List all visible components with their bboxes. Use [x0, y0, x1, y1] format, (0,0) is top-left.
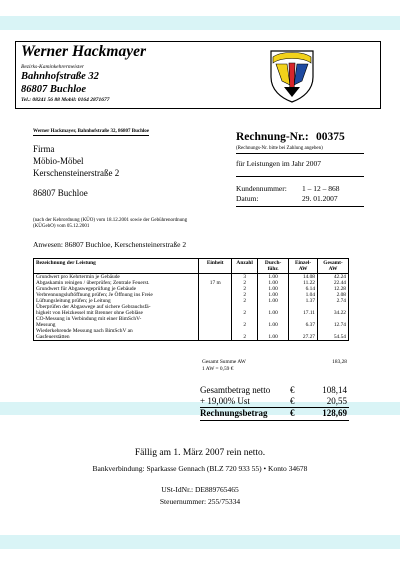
line-items-table — [33, 258, 349, 341]
cell-desc: Grundwert für Abgaswegeprüfung je Gebäude — [34, 286, 199, 292]
cell-single: 14.08 — [289, 274, 318, 281]
cell-desc: Verbrennungsluftöffnung prüfen; Je Öffnung ins Freie — [34, 292, 199, 298]
bottom-band — [0, 535, 400, 549]
vat-value: 20,55 — [326, 396, 347, 406]
invoice-date-label: Datum: — [236, 194, 259, 203]
gross-currency: € — [290, 408, 295, 418]
col-header-count: Anzahl — [232, 259, 258, 274]
cell-count: 2 — [232, 280, 258, 286]
cell-single: 11.22 — [289, 280, 318, 286]
cell-runs: 1.00 — [258, 292, 289, 298]
table-row — [34, 334, 349, 341]
cell-desc: Messung — [34, 322, 199, 328]
col-header-unit: Einheit — [199, 259, 232, 274]
cell-runs: 1.00 — [258, 274, 289, 281]
invoice-title: Rechnung-Nr.: — [236, 131, 309, 143]
cell-desc: Grundwert pro Kehrtermin je Gebäude — [34, 274, 199, 281]
vat-currency: € — [290, 396, 295, 406]
customer-number-value: 1 – 12 – 868 — [302, 184, 340, 193]
cell-desc: Überprüfen der Abgaswege auf sichere Gebrauchsfä- — [34, 304, 199, 310]
cell-runs: 1.00 — [258, 310, 289, 316]
cell-count: 2 — [232, 322, 258, 328]
tax-number: Steuernummer: 255/75334 — [159, 497, 241, 506]
gross-label: Rechnungsbetrag — [200, 408, 268, 418]
cell-count: 3 — [232, 274, 258, 281]
invoice-divider-1 — [236, 153, 364, 154]
invoice-date-value: 29. 01.2007 — [302, 194, 338, 203]
cell-count: 2 — [232, 310, 258, 316]
cell-runs: 1.00 — [258, 280, 289, 286]
legal-note-1: (nach der Kehrordnung (KÜO) vom 18.12.2001 sowie der Gebührenordnung — [33, 218, 188, 223]
company-contact: Tel.: 08241 56 88 Mobil: 0164 2871677 — [21, 97, 110, 103]
gross-divider — [200, 420, 349, 421]
cell-unit: 17 m — [199, 280, 232, 286]
cell-total: 34.22 — [318, 310, 349, 316]
aw-summary — [200, 359, 349, 373]
property-line: Anwesen: 86807 Buchloe, Kerschensteinerstraße 2 — [33, 240, 187, 249]
cell-total: 12.28 — [318, 286, 349, 292]
company-subtitle: Bezirks-Kaminkehrermeister — [21, 64, 85, 70]
net-label: Gesamtbetrag netto — [200, 385, 271, 395]
invoice-divider-3 — [236, 206, 364, 207]
cell-single: 6.37 — [289, 322, 318, 328]
col-header-runs: Durch-führ. — [258, 259, 289, 274]
cell-total: 22.44 — [318, 280, 349, 286]
sum-label: Gesamt Summe AW — [202, 359, 246, 365]
cell-desc: Abgaskamin reinigen / überprüfen; Zentrale Feuerst. — [34, 280, 199, 286]
cell-runs: 1.00 — [258, 322, 289, 328]
recipient-line-4: 86807 Buchloe — [33, 188, 88, 198]
col-header-description: Bezeichnung der Leistung — [34, 259, 199, 274]
cell-total: 54.54 — [318, 334, 349, 341]
cell-desc: CO-Messung in Verbindung mit einer BimSchV- — [34, 316, 199, 322]
cell-count: 2 — [232, 334, 258, 341]
due-note: Fällig am 1. März 2007 rein netto. — [134, 448, 266, 458]
customer-number-label: Kundennummer: — [236, 184, 287, 193]
col-header-single-aw: Einzel-AW — [289, 259, 318, 274]
chimney-sweep-guild-logo — [267, 47, 317, 103]
invoice-divider-2 — [236, 176, 364, 177]
cell-desc: Lüftungsleitung prüfen; je Leitung — [34, 298, 199, 304]
cell-runs: 1.00 — [258, 298, 289, 304]
recipient-line-2: Möbio-Möbel — [33, 156, 84, 166]
table-header-row — [34, 259, 349, 274]
invoice-number-hint: (Rechnungs-Nr. bitte bei Zahlung angeben) — [236, 146, 323, 151]
sender-return-line: Werner Hackmayer, Bahnhofstraße 32, 86807 Buchloe — [33, 129, 149, 134]
net-currency: € — [290, 385, 295, 395]
legal-note-2: (KÜGebO) vom 05.12.2001 — [33, 224, 90, 229]
cell-single: 27.27 — [289, 334, 318, 341]
aw-rate: 1 AW = 0,59 € — [202, 366, 234, 372]
cell-total: 2.74 — [318, 298, 349, 304]
sum-value: 183,28 — [332, 359, 347, 365]
cell-desc: Wiederkehrende Messung nach BimSchV an — [34, 328, 199, 334]
cell-runs: 1.00 — [258, 286, 289, 292]
bank-details: Bankverbindung: Sparkasse Gennach (BLZ 720 933 55) • Konto 34678 — [92, 464, 308, 473]
invoice-number: 00375 — [316, 131, 345, 143]
letterhead — [15, 41, 381, 109]
vat-label: + 19,00% Ust — [200, 396, 250, 406]
vat-id: USt-IdNr.: DE889765465 — [161, 485, 239, 494]
cell-single: 17.11 — [289, 310, 318, 316]
cell-runs: 1.00 — [258, 334, 289, 341]
col-header-total-aw: Gesamt-AW — [318, 259, 349, 274]
cell-count: 2 — [232, 286, 258, 292]
cell-total: 12.74 — [318, 322, 349, 328]
cell-single: 1.04 — [289, 292, 318, 298]
recipient-line-3: Kerschensteinerstraße 2 — [33, 168, 120, 178]
cell-single: 6.14 — [289, 286, 318, 292]
recipient-line-1: Firma — [33, 144, 55, 154]
cell-desc: Gasfeuerstätten — [34, 334, 199, 341]
cell-total: 2.08 — [318, 292, 349, 298]
cell-single: 1.37 — [289, 298, 318, 304]
company-street: Bahnhofstraße 32 — [21, 71, 99, 82]
gross-value: 128,69 — [322, 408, 347, 418]
cell-count: 2 — [232, 298, 258, 304]
top-band — [0, 16, 400, 30]
cell-desc: higkeit von Heizkessel mit Brenner ohne Gebläse — [34, 310, 199, 316]
company-city: 86807 Buchloe — [21, 84, 87, 95]
cell-total: 42.24 — [318, 274, 349, 281]
service-period: für Leistungen im Jahr 2007 — [236, 159, 321, 168]
net-value: 108,14 — [322, 385, 347, 395]
cell-unit — [199, 334, 232, 341]
company-name: Werner Hackmayer — [21, 43, 146, 60]
cell-count: 2 — [232, 292, 258, 298]
